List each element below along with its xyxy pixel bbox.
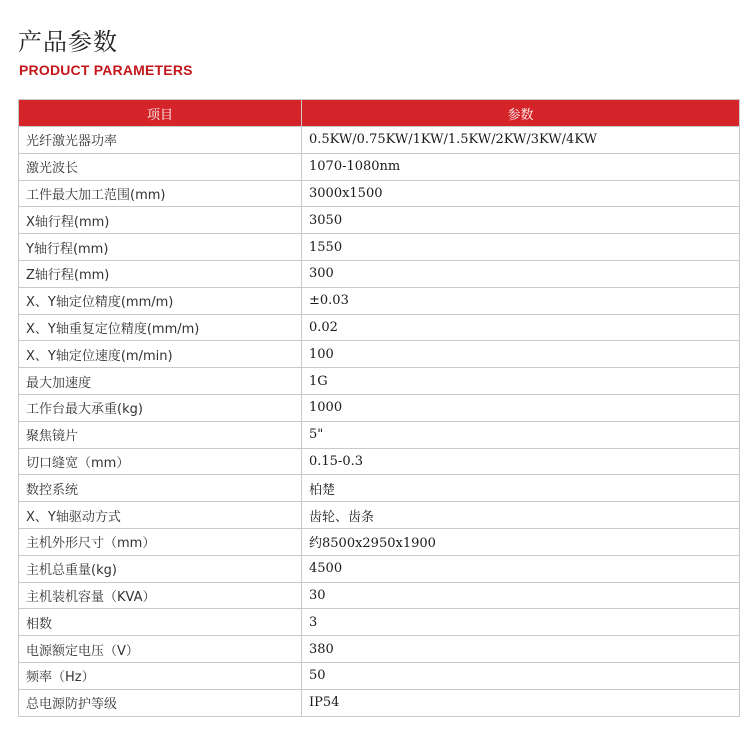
spec-item-cell: 聚焦镜片 [19,421,302,448]
column-header-item: 项目 [19,100,302,127]
table-row [19,582,740,609]
table-row [19,260,740,287]
page-subtitle: PRODUCT PARAMETERS [19,62,193,78]
spec-item-cell: 激光波长 [19,153,302,180]
table-header-row [19,100,740,127]
spec-value-cell: 3050 [302,207,740,234]
spec-value-cell: 4500 [302,555,740,582]
table-row [19,448,740,475]
spec-value-cell: 100 [302,341,740,368]
table-row [19,234,740,261]
spec-item-cell: 数控系统 [19,475,302,502]
spec-item-cell: 最大加速度 [19,368,302,395]
spec-value-cell: ±0.03 [302,287,740,314]
spec-item-cell: Y轴行程(mm) [19,234,302,261]
page-title: 产品参数 [18,28,118,56]
spec-item-cell: X、Y轴定位精度(mm/m) [19,287,302,314]
spec-item-cell: 总电源防护等级 [19,689,302,716]
table-row [19,475,740,502]
spec-item-cell: Z轴行程(mm) [19,260,302,287]
spec-item-cell: 切口缝宽（mm） [19,448,302,475]
spec-value-cell: 1G [302,368,740,395]
table-row [19,368,740,395]
spec-item-cell: 电源额定电压（V） [19,636,302,663]
spec-value-cell: 5" [302,421,740,448]
column-header-value: 参数 [302,100,740,127]
spec-value-cell: 300 [302,260,740,287]
spec-item-cell: 主机装机容量（KVA） [19,582,302,609]
spec-value-cell: 1550 [302,234,740,261]
table-row [19,528,740,555]
table-row [19,180,740,207]
spec-item-cell: 相数 [19,609,302,636]
table-row [19,609,740,636]
table-row [19,394,740,421]
table-row [19,555,740,582]
table-row [19,421,740,448]
spec-value-cell: 1070-1080nm [302,153,740,180]
table-row [19,689,740,716]
table-row [19,153,740,180]
spec-value-cell: IP54 [302,689,740,716]
spec-value-cell: 50 [302,662,740,689]
table-row [19,341,740,368]
table-row [19,207,740,234]
spec-value-cell: 0.02 [302,314,740,341]
spec-value-cell: 30 [302,582,740,609]
table-row [19,287,740,314]
spec-item-cell: X、Y轴重复定位精度(mm/m) [19,314,302,341]
spec-value-cell: 380 [302,636,740,663]
spec-value-cell: 3 [302,609,740,636]
spec-value-cell: 柏楚 [302,475,740,502]
spec-item-cell: X、Y轴驱动方式 [19,502,302,529]
spec-item-cell: 光纤激光器功率 [19,127,302,154]
spec-table [18,99,740,717]
spec-value-cell: 1000 [302,394,740,421]
spec-item-cell: X、Y轴定位速度(m/min) [19,341,302,368]
table-row [19,636,740,663]
table-row [19,127,740,154]
table-row [19,314,740,341]
table-row [19,662,740,689]
spec-value-cell: 约8500x2950x1900 [302,528,740,555]
spec-item-cell: 频率（Hz） [19,662,302,689]
spec-item-cell: 主机外形尺寸（mm） [19,528,302,555]
spec-item-cell: X轴行程(mm) [19,207,302,234]
spec-value-cell: 3000x1500 [302,180,740,207]
spec-value-cell: 0.5KW/0.75KW/1KW/1.5KW/2KW/3KW/4KW [302,127,740,154]
spec-item-cell: 工件最大加工范围(mm) [19,180,302,207]
spec-table-body [19,127,740,717]
spec-value-cell: 齿轮、齿条 [302,502,740,529]
spec-value-cell: 0.15-0.3 [302,448,740,475]
spec-item-cell: 主机总重量(kg) [19,555,302,582]
spec-item-cell: 工作台最大承重(kg) [19,394,302,421]
table-row [19,502,740,529]
